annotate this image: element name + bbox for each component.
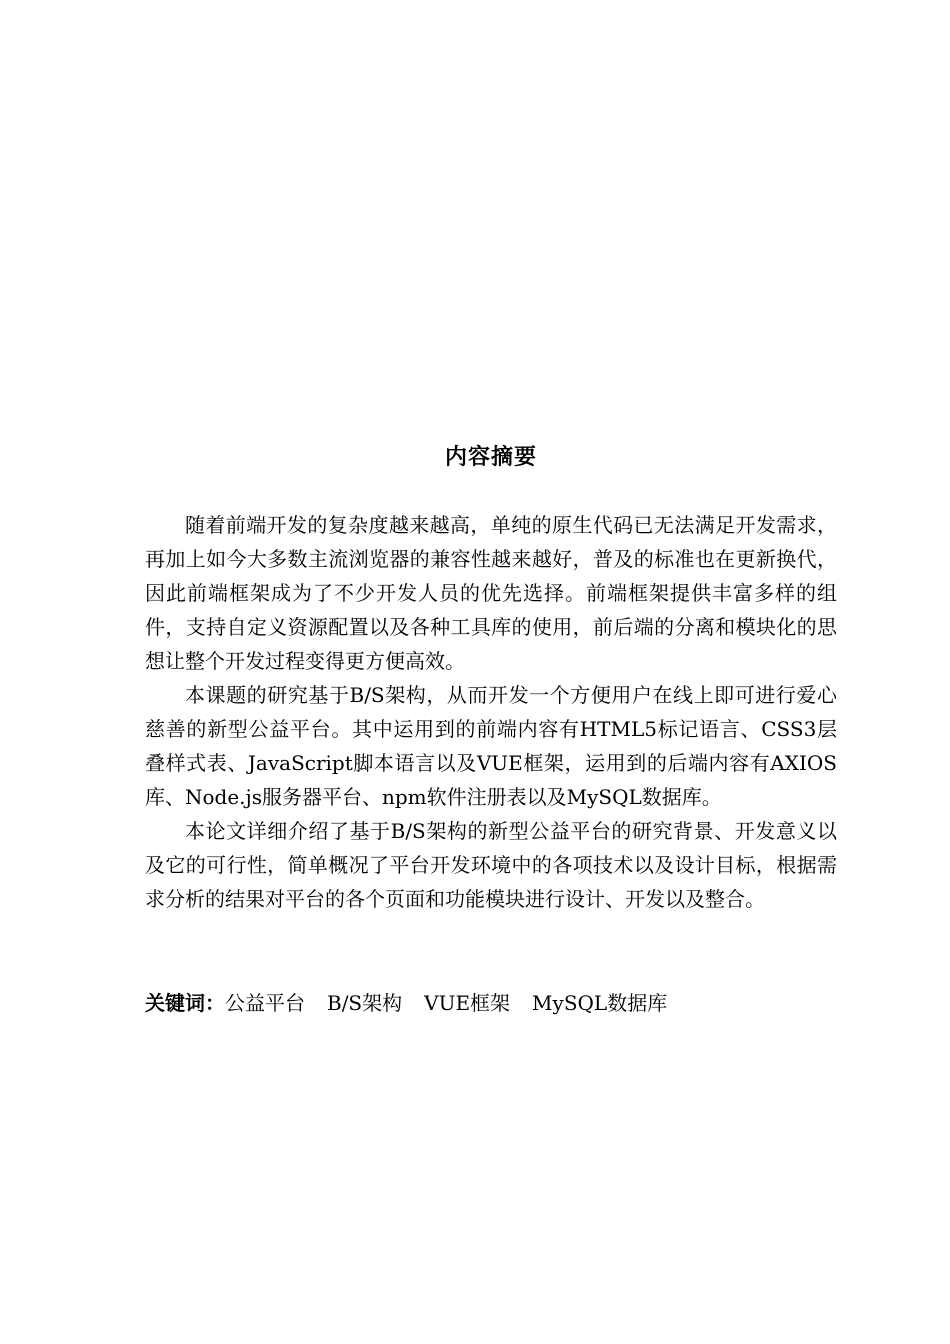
abstract-body [145,508,837,916]
abstract-paragraph-3: 本论文详细介绍了基于B/S架构的新型公益平台的研究背景、开发意义以及它的可行性，简单概况了平台开发环境中的各项技术以及设计目标，根据需求分析的结果对平台的各个页面和功能模块进行设计、开发以及整合。 [145,819,837,911]
abstract-title: 内容摘要 [444,445,537,470]
keyword-item: VUE框架 [424,991,511,1015]
abstract-paragraph-1: 随着前端开发的复杂度越来越高，单纯的原生代码已无法满足开发需求，再加上如今大多数主流浏览器的兼容性越来越好，普及的标准也在更新换代，因此前端框架成为了不少开发人员的优先选择。前端框架提供丰富多样的组件，支持自定义资源配置以及各种工具库的使用，前后端的分离和模块化的思想让整个开发过程变得更方便高效。 [145,513,837,673]
keyword-item: MySQL数据库 [532,991,668,1015]
keywords-line [145,986,845,1020]
keywords-label: 关键词： [145,991,225,1015]
keyword-item: B/S架构 [327,991,403,1015]
keyword-item: 公益平台 [225,991,305,1015]
abstract-paragraph-2: 本课题的研究基于B/S架构，从而开发一个方便用户在线上即可进行爱心慈善的新型公益平台。其中运用到的前端内容有HTML5标记语言、CSS3层叠样式表、JavaScript脚本语言以及VUE框架，运用到的后端内容有AXIOS库、Node.js服务器平台、npm软件注册表以及MySQL数据库。 [145,683,837,809]
